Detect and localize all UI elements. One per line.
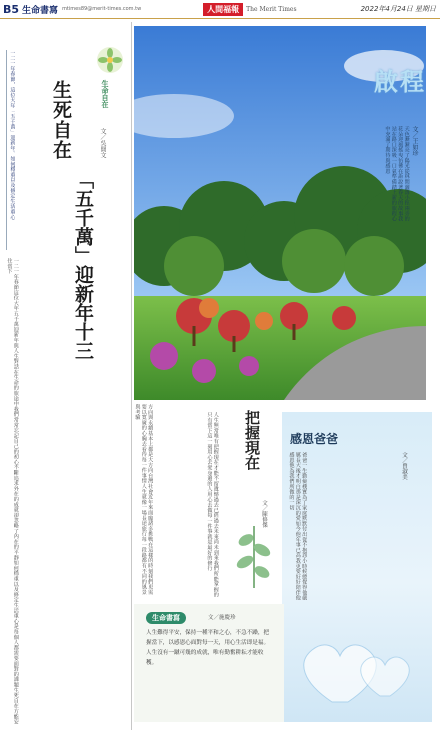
newspaper-logo-en: The Merit Times	[246, 5, 297, 13]
column-lede-box	[6, 50, 49, 250]
column-lede: 一二一年春節，這位大年「五千萬」迎新年。如何穩重以及修定生活重心	[9, 50, 16, 220]
essay-present-body-text: 人生無常唯有把握現在才能不留遺憾過去已經過去未來尚未到來我們所能掌握的只有當下這一刻用心去愛身邊的人用心去做每一件事就是最好的修行	[206, 412, 219, 598]
column-part: 十三	[72, 322, 94, 360]
column-title: 生死自在	[50, 80, 72, 160]
column-body	[6, 258, 128, 728]
essay-thanks-body	[288, 452, 396, 602]
essay-thanks-author: 文／曾淑美	[401, 452, 407, 480]
essay-thanks-box	[282, 412, 432, 722]
feature-author: 文／王如珍	[411, 126, 418, 156]
essay-present-author: 文／陳修傑	[261, 500, 267, 528]
column-body-text: 一二一年春節這位大年五千萬迎新年與人生對話在生命的旅途中我們常常忘記自己的初心不斷追求外在的成就卻忽略了內在的平靜如何穩重以及修定生活重心是每個人都需要面對的課題生死自在方能安住當下	[6, 258, 19, 725]
essay-present-title: 把握現在	[243, 410, 261, 470]
life-note-body: 人生難得平安，保持一種平和之心，不急不躁，把握當下，以感恩心面對每一天，用心生活即是福。人生沒有一蹴可幾的成就，唯有勤奮耕耘才能收穫。	[146, 630, 270, 666]
column-author: 文／吳開文	[99, 128, 106, 158]
middle-text-b-body	[134, 404, 147, 600]
flower-icon	[96, 46, 124, 74]
feature-body-text: 天色漸漸亮了陽光從林間灑落小徑兩旁的花朵迎風搖曳彷彿在訴說著春天的故事我站在路口深吸一口氣準備踏上新的旅程心中充滿了期待與感恩	[384, 126, 410, 222]
section-email: mtimes89@merit-times.com.tw	[62, 6, 142, 12]
column-subtitle-text: 「五千萬」迎新年	[72, 170, 94, 322]
life-note-box	[134, 604, 284, 722]
page-number: B5	[3, 2, 20, 16]
issue-date: 2022年4月24日 星期日	[360, 5, 436, 13]
essay-thanks-title: 感恩爸爸	[290, 432, 339, 446]
essay-thanks-body-text: 爸爸一生勤儉樸實為了家庭默默付出從不抱怨小時候總覺得他嚴厲長大後才明白那是深沉的愛如今他年事已高我更要好好陪伴他感恩他為我們所做的一切	[288, 452, 308, 601]
column-kicker: 生命自在	[101, 80, 109, 108]
column-divider	[131, 22, 132, 730]
newspaper-logo: 人間福報	[203, 3, 243, 16]
feature-title: 啟程	[374, 67, 426, 96]
page-header	[0, 0, 440, 19]
feature-body	[384, 126, 426, 226]
hero-image	[134, 26, 426, 400]
life-note-tag: 生命書寫	[146, 612, 186, 624]
essay-present-body	[206, 412, 240, 602]
middle-text-a-body: 方向與永續基本上都是大方向台灣社會近年來面臨諸多挑戰在這樣的時刻我們更需要以寬廣的心胸去看待每一件事情人生就像一場長途旅行每一段路都有不同的風景與考驗	[134, 404, 154, 595]
life-note-author: 文／施慶珍	[208, 615, 236, 621]
section-title: 生命書寫	[22, 5, 59, 16]
glass-hearts-icon	[292, 622, 422, 712]
life-column	[0, 20, 130, 732]
